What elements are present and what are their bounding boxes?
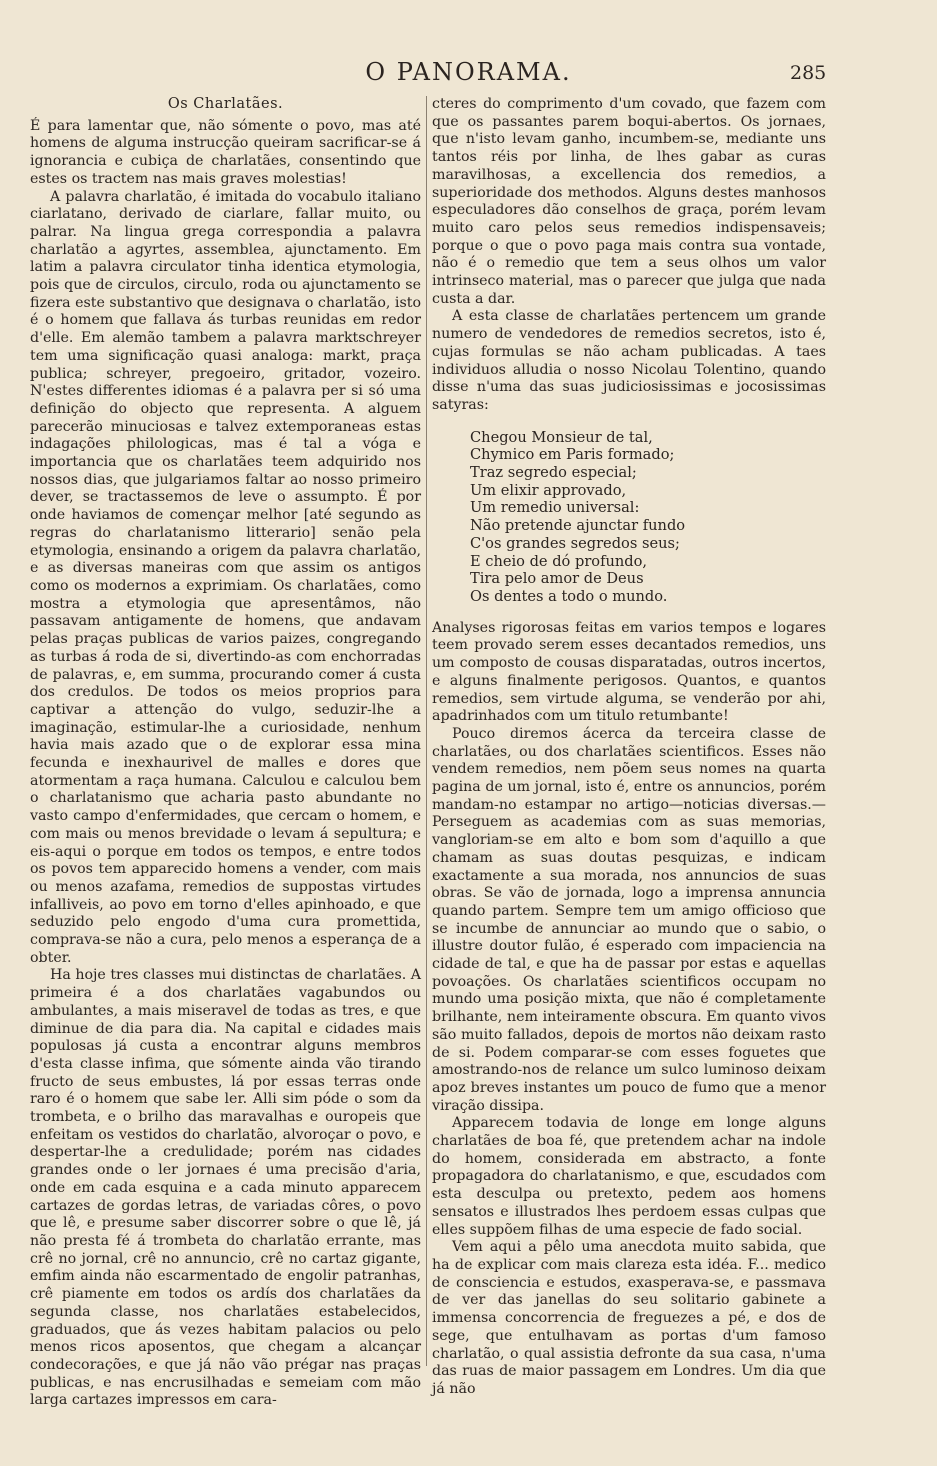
column-divider [426, 96, 427, 1366]
verse-line: Um remedio universal: [470, 499, 640, 517]
page-number: 285 [790, 62, 827, 84]
verse-line: Chegou Monsieur de tal, [470, 428, 653, 446]
paragraph: Apparecem todavia de longe em longe alguns charlatães de boa fé, que pretendem achar na indole do homem, considerada em abstracto, a fonte propagadora do charlatanismo, e que, escudados com esta desculpa ou pretexto, pedem aos homens sensatos e illustrados lhes perdoem essas culpas que elles suppõem filhas de uma especie de fado social. [432, 1115, 826, 1238]
paragraph: É para lamentar que, não sómente o povo, mas até homens de alguma instrucção queiram sacrificar-se á ignorancia e cubiça de charlatães, consentindo que estes os tractem nas mais graves molestias! [30, 117, 421, 187]
left-column [30, 96, 421, 1410]
paragraph: cteres do comprimento d'um covado, que fazem com que os passantes parem boqui-abertos. Os jornaes, que n'isto levam ganho, incumbem-se, mediante uns tantos réis por linha, de lhes gabar as curas maravilhosas, a excellencia dos remedios, a superioridade dos methodos. Alguns destes manhosos especuladores dão conselhos de graça, porém levam muito caro pelos seus remedios indispensaveis; porque o que o povo paga mais contra sua vontade, não é o remedio que tem a seus olhos um valor intrinseco material, mas o parecer que julga que nada custa a dar. [432, 96, 826, 307]
verse-line: Um elixir approvado, [470, 481, 627, 499]
paragraph: A esta classe de charlatães pertencem um grande numero de vendedores de remedios secretos, isto é, cujas formulas se não acham publicadas. A taes individuos alludia o nosso Nicolau Tolentino, quando disse n'uma das suas judiciosissimas e jocosissimas satyras: [432, 308, 826, 413]
right-column [432, 96, 826, 1399]
running-title: O PANORAMA. [365, 58, 572, 86]
verse-line: Traz segredo especial; [470, 464, 637, 482]
paragraph: Ha hoje tres classes mui distinctas de charlatães. A primeira é a dos charlatães vagabundos ou ambulantes, a mais miseravel de todas as tres, e que diminue de dia para dia. Na capital e cidades mais populosas já custa a encontrar alguns membros d'esta classe infima, que sómente ainda vão tirando fructo de seus embustes, lá por essas terras onde raro é o homem que sabe ler. Alli sim póde o som da trombeta, e o brilho das maravalhas e ouropeis que enfeitam os vestidos do charlatão, alvoroçar o povo, e despertar-lhe a credulidade; porém nas cidades grandes onde o ler jornaes é uma precisão d'aria, onde em cada esquina e a cada minuto apparecem cartazes de gordas letras, de variadas côres, o povo que lê, e presume saber discorrer sobre o que lê, já não presta fé á trombeta do charlatão errante, mas crê no jornal, crê no annuncio, crê no cartaz gigante, emfim ainda não escarmentado de engolir patranhas, crê piamente em todos os ardís dos charlatães da segunda classe, nos charlatães estabelecidos, graduados, que ás vezes habitam palacios ou pelo menos ricos aposentos, que chegam a alcançar condecorações, e que já não vão prégar nas praças publicas, e nas encrusilhadas e semeiam com mão larga cartazes impressos em cara- [30, 967, 421, 1409]
verse-line: E cheio de dó profundo, [470, 552, 648, 570]
article-title: Os Charlatães. [167, 96, 284, 112]
verse-line: Os dentes a todo o mundo. [470, 587, 668, 605]
verse-line: Não pretende ajunctar fundo [470, 517, 686, 535]
paragraph: Analyses rigorosas feitas em varios tempos e logares teem provado serem esses decantados remedios, uns um composto de cousas disparatadas, outros incertos, e alguns finalmente perigosos. Quantos, e quantos remedios, sem virtude alguma, se venderão por ahi, apadrinhados com um titulo retumbante! [432, 619, 826, 725]
paragraph: Pouco diremos ácerca da terceira classe de charlatães, ou dos charlatães scientificos. Esses não vendem remedios, nem põem seus nomes na quarta pagina de um jornal, isto é, entre os annuncios, porém mandam-no estampar no artigo—noticias diversas.—Perseguem as academias com as suas memorias, vangloriam-se em alto e bom som d'aquillo a que chamam as suas doutas pesquizas, e indicam exactamente a sua morada, nos annuncios de suas obras. Se vão de jornada, logo a imprensa annuncia quando partem. Sempre tem um amigo officioso que se incumbe de annunciar ao mundo que o sabio, o illustre doutor fulão, é esperado com impaciencia na cidade de tal, e que ha de passar por estas e aquellas povoações. Os charlatães scientificos occupam no mundo uma posição mixta, que não é completamente brilhante, nem inteiramente obscura. Em quanto vivos são muito fallados, depois de mortos não deixam rasto de si. Podem comparar-se com esses foguetes que amostrando-nos de relance um sulco luminoso deixam apoz breves instantes um pouco de fumo que a menor viração dissipa. [432, 725, 826, 1114]
paragraph: Vem aqui a pêlo uma anecdota muito sabida, que ha de explicar com mais clareza esta idéa. F... medico de consciencia e estudos, exasperava-se, e passmava de ver das janellas do seu solitario gabinete a immensa concorrencia de freguezes a pé, e dos de sege, que entulhavam as portas d'um famoso charlatão, o qual assistia defronte da sua casa, n'uma das ruas de maior passagem em Londres. Um dia que já não [432, 1239, 826, 1397]
paragraph: A palavra charlatão, é imitada do vocabulo italiano ciarlatano, derivado de ciarlare, fallar muito, ou palrar. Na lingua grega correspondia a palavra charlatão a agyrtes, assemblea, ajunctamento. Em latim a palavra circulator tinha identica etymologia, pois que de circulos, circulo, roda ou ajunctamento se fizera este substantivo que designava o charlatão, isto é o homem que fallava ás turbas reunidas em redor d'elle. Em alemão tambem a palavra marktschreyer tem uma significação quasi analoga: markt, praça publica; schreyer, pregoeiro, gritador, vozeiro. N'estes differentes idiomas é a palavra per si só uma definição do objecto que representa. A alguem parecerão minuciosas e talvez extemporaneas estas indagações philologicas, mas é tal a vóga e importancia que os charlatães teem adquirido nos nossos dias, que julgariamos faltar ao nosso primeiro dever, se tractassemos de leve o assumpto. É por onde haviamos de començar melhor [até segundo as regras do charlatanismo litterario] senão pela etymologia, ensinando a origem da palavra charlatão, e as diversas maneiras com que assim os antigos como os modernos a exprimiam. Os charlatães, como mostra a etymologia que apresentâmos, não passavam antigamente de homens, que andavam pelas praças publicas de varios paizes, congregando as turbas á roda de si, divertindo-as com enchorradas de palavras, e, em summa, procurando comer á custa dos credulos. De todos os meios proprios para captivar a attenção do vulgo, seduzir-lhe a imaginação, estimular-lhe a curiosidade, nenhum havia mais azado que o de explorar essa mina fecunda e inexhaurivel de malles e dores que atormentam a raça humana. Calculou e calculou bem o charlatanismo que acharia pasto abundante no vasto campo d'enfermidades, que cercam o homem, e com mais ou menos brevidade o levam á sepultura; e eis-aqui o porque em todos os tempos, e entre todos os povos tem apparecido homens a vender, com mais ou menos azafama, remedios de suppostas virtudes infalliveis, ao povo em torno d'elles apinhoado, e que seduzido pelo engodo d'uma cura promettida, comprava-se não a cura, pelo menos a esperança de a obter. [30, 188, 421, 966]
verse-line: Tira pelo amor de Deus [470, 570, 644, 588]
verse-line: Chymico em Paris formado; [470, 446, 675, 464]
verse-line: C'os grandes segredos seus; [470, 534, 680, 552]
verse-block [470, 429, 826, 606]
